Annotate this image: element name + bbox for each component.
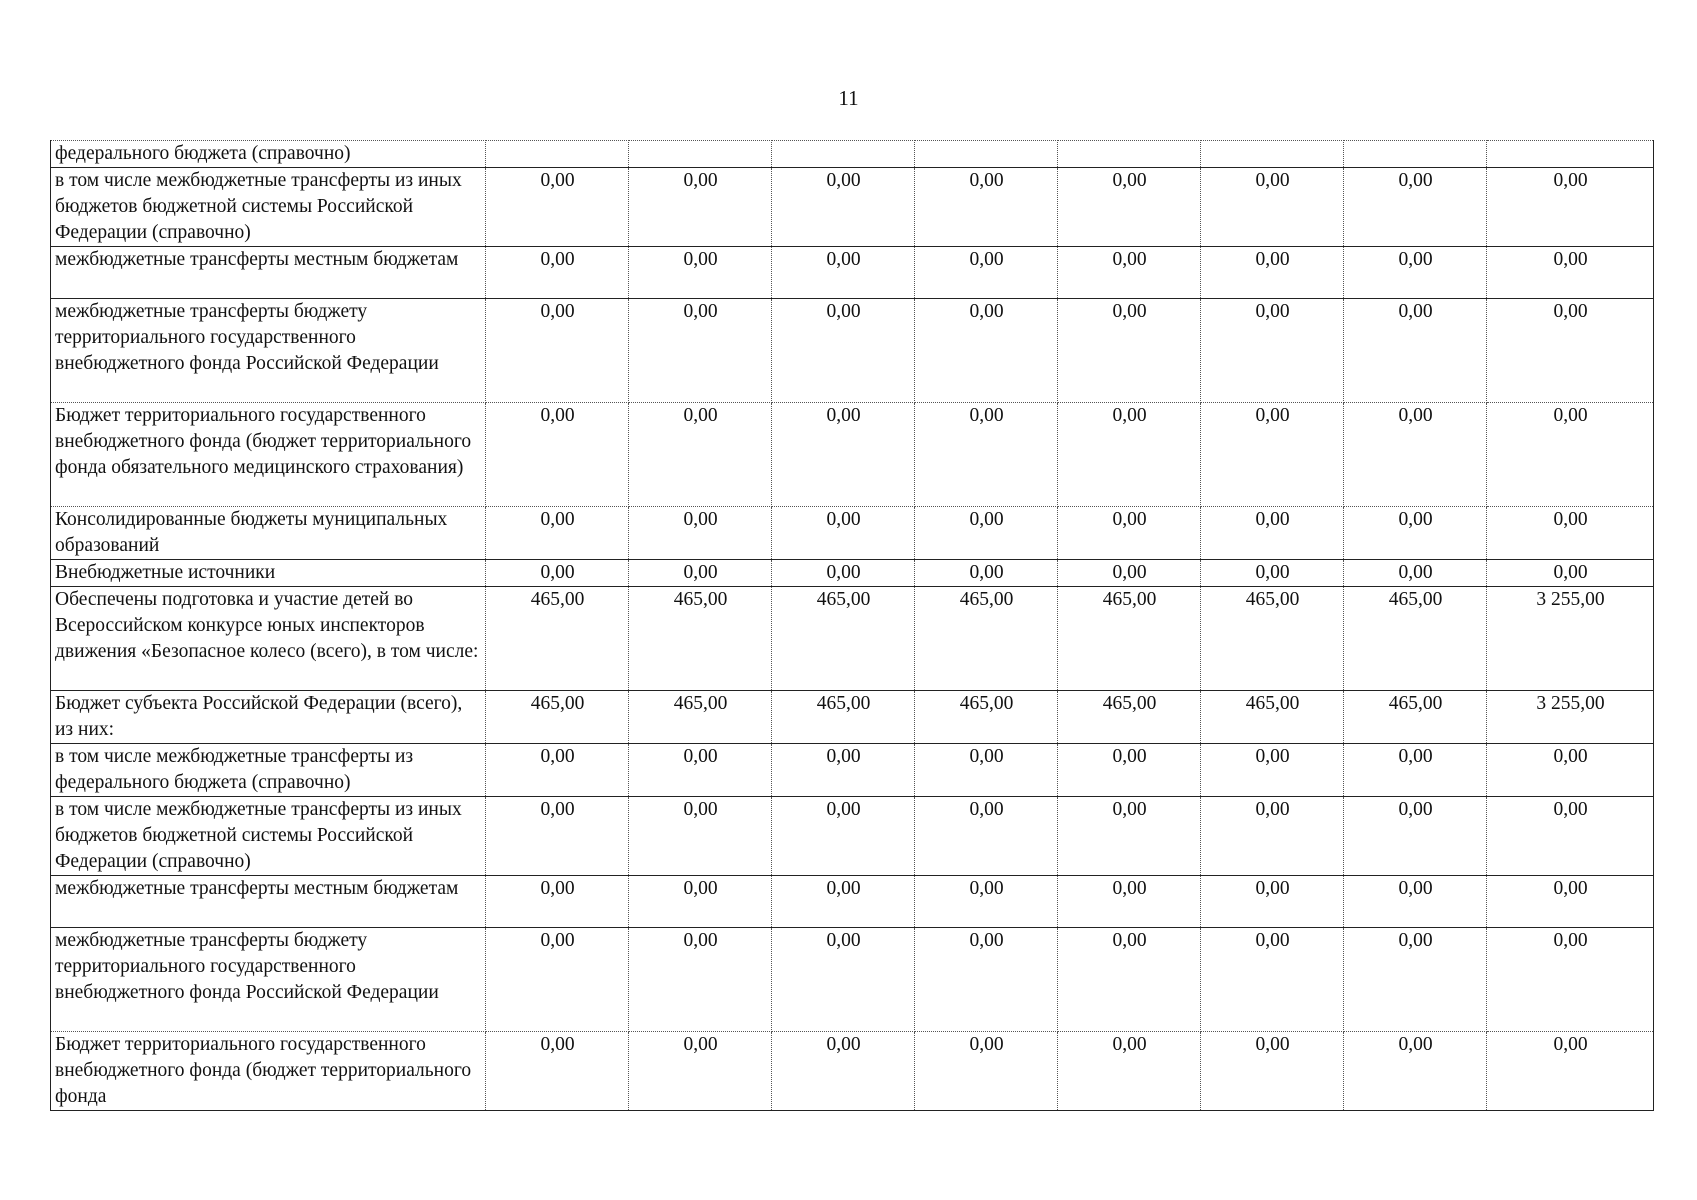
- value-cell: 0,00: [1344, 299, 1487, 403]
- row-label: в том числе межбюджетные трансферты из федерального бюджета (справочно): [51, 744, 486, 797]
- table-row: [51, 1032, 1654, 1111]
- table-row: [51, 691, 1654, 744]
- value-cell: 465,00: [772, 587, 915, 691]
- value-cell: 0,00: [915, 560, 1058, 587]
- table-row: [51, 587, 1654, 691]
- value-cell: 0,00: [486, 507, 629, 560]
- value-cell: 0,00: [915, 299, 1058, 403]
- value-cell: 465,00: [1058, 691, 1201, 744]
- value-cell: 465,00: [486, 691, 629, 744]
- value-cell: [1201, 141, 1344, 168]
- value-cell: 0,00: [915, 876, 1058, 928]
- table-row: [51, 876, 1654, 928]
- value-cell: 0,00: [1201, 403, 1344, 507]
- value-cell: 0,00: [486, 797, 629, 876]
- row-label: межбюджетные трансферты бюджету территориального государственного внебюджетного фонда Российской Федерации: [51, 299, 486, 403]
- value-cell: 0,00: [629, 876, 772, 928]
- table-row: [51, 744, 1654, 797]
- value-cell: 0,00: [1201, 744, 1344, 797]
- value-cell: 0,00: [1487, 928, 1654, 1032]
- value-cell: 465,00: [1201, 587, 1344, 691]
- table-row: [51, 928, 1654, 1032]
- value-cell: 0,00: [1201, 168, 1344, 247]
- row-label: межбюджетные трансферты бюджету территориального государственного внебюджетного фонда Российской Федерации: [51, 928, 486, 1032]
- value-cell: 0,00: [486, 403, 629, 507]
- value-cell: 0,00: [1058, 168, 1201, 247]
- value-cell: 0,00: [1487, 507, 1654, 560]
- value-cell: 0,00: [915, 247, 1058, 299]
- value-cell: 0,00: [629, 928, 772, 1032]
- value-cell: 0,00: [1487, 797, 1654, 876]
- value-cell: 0,00: [1201, 797, 1344, 876]
- value-cell: [1487, 141, 1654, 168]
- value-cell: 0,00: [1201, 928, 1344, 1032]
- value-cell: 0,00: [1344, 247, 1487, 299]
- value-cell: 465,00: [772, 691, 915, 744]
- value-cell: 0,00: [1344, 560, 1487, 587]
- row-label: в том числе межбюджетные трансферты из иных бюджетов бюджетной системы Российской Федерации (справочно): [51, 797, 486, 876]
- value-cell: 0,00: [772, 168, 915, 247]
- table-row: [51, 797, 1654, 876]
- value-cell: 0,00: [772, 928, 915, 1032]
- row-label: Обеспечены подготовка и участие детей во Всероссийском конкурсе юных инспекторов движения «Безопасное колесо (всего), в том числе:: [51, 587, 486, 691]
- value-cell: 0,00: [1058, 247, 1201, 299]
- table-row: [51, 168, 1654, 247]
- value-cell: [915, 141, 1058, 168]
- value-cell: 465,00: [629, 587, 772, 691]
- value-cell: [772, 141, 915, 168]
- value-cell: 0,00: [1058, 876, 1201, 928]
- table-row: [51, 141, 1654, 168]
- value-cell: 0,00: [772, 1032, 915, 1111]
- budget-table: [50, 140, 1654, 1111]
- value-cell: 0,00: [486, 744, 629, 797]
- value-cell: 0,00: [629, 299, 772, 403]
- value-cell: 0,00: [1201, 299, 1344, 403]
- value-cell: 0,00: [486, 299, 629, 403]
- value-cell: 0,00: [1487, 744, 1654, 797]
- value-cell: 0,00: [1487, 1032, 1654, 1111]
- row-label: Бюджет субъекта Российской Федерации (всего), из них:: [51, 691, 486, 744]
- value-cell: 0,00: [772, 560, 915, 587]
- value-cell: 3 255,00: [1487, 691, 1654, 744]
- value-cell: 0,00: [1201, 876, 1344, 928]
- value-cell: 0,00: [486, 1032, 629, 1111]
- value-cell: 0,00: [1058, 403, 1201, 507]
- table-row: [51, 507, 1654, 560]
- value-cell: 0,00: [486, 928, 629, 1032]
- value-cell: 465,00: [1201, 691, 1344, 744]
- value-cell: 0,00: [772, 247, 915, 299]
- value-cell: 0,00: [772, 403, 915, 507]
- row-label: межбюджетные трансферты местным бюджетам: [51, 247, 486, 299]
- value-cell: 0,00: [1058, 560, 1201, 587]
- value-cell: 0,00: [1344, 168, 1487, 247]
- table-row: [51, 560, 1654, 587]
- table-row: [51, 403, 1654, 507]
- value-cell: 0,00: [772, 797, 915, 876]
- value-cell: 0,00: [1058, 744, 1201, 797]
- table-row: [51, 299, 1654, 403]
- value-cell: 465,00: [1344, 587, 1487, 691]
- value-cell: 0,00: [1487, 247, 1654, 299]
- row-label: Внебюджетные источники: [51, 560, 486, 587]
- value-cell: 0,00: [1201, 247, 1344, 299]
- value-cell: 0,00: [915, 744, 1058, 797]
- value-cell: 0,00: [1201, 560, 1344, 587]
- value-cell: 465,00: [915, 691, 1058, 744]
- value-cell: 465,00: [1344, 691, 1487, 744]
- value-cell: [486, 141, 629, 168]
- row-label: межбюджетные трансферты местным бюджетам: [51, 876, 486, 928]
- value-cell: 0,00: [1344, 1032, 1487, 1111]
- value-cell: 0,00: [915, 507, 1058, 560]
- value-cell: 0,00: [629, 403, 772, 507]
- value-cell: 0,00: [629, 507, 772, 560]
- value-cell: 0,00: [1487, 876, 1654, 928]
- value-cell: 0,00: [1344, 797, 1487, 876]
- value-cell: 0,00: [1201, 1032, 1344, 1111]
- page-number: 11: [838, 86, 859, 110]
- value-cell: 0,00: [486, 168, 629, 247]
- value-cell: 0,00: [486, 247, 629, 299]
- value-cell: 0,00: [1487, 560, 1654, 587]
- value-cell: 0,00: [772, 876, 915, 928]
- value-cell: 0,00: [1344, 403, 1487, 507]
- value-cell: 465,00: [915, 587, 1058, 691]
- value-cell: 465,00: [1058, 587, 1201, 691]
- value-cell: 0,00: [1344, 744, 1487, 797]
- value-cell: 0,00: [1058, 797, 1201, 876]
- value-cell: 0,00: [1058, 1032, 1201, 1111]
- row-label: Консолидированные бюджеты муниципальных образований: [51, 507, 486, 560]
- value-cell: 0,00: [772, 744, 915, 797]
- value-cell: 0,00: [629, 168, 772, 247]
- value-cell: 0,00: [772, 507, 915, 560]
- value-cell: 0,00: [915, 403, 1058, 507]
- value-cell: 0,00: [915, 797, 1058, 876]
- value-cell: 0,00: [1487, 403, 1654, 507]
- value-cell: 0,00: [629, 560, 772, 587]
- value-cell: 0,00: [1344, 876, 1487, 928]
- value-cell: 0,00: [915, 928, 1058, 1032]
- value-cell: 0,00: [1344, 507, 1487, 560]
- value-cell: 0,00: [629, 797, 772, 876]
- value-cell: 0,00: [915, 1032, 1058, 1111]
- value-cell: 465,00: [486, 587, 629, 691]
- value-cell: 0,00: [1487, 168, 1654, 247]
- row-label: Бюджет территориального государственного внебюджетного фонда (бюджет территориального фонда: [51, 1032, 486, 1111]
- value-cell: 0,00: [1058, 507, 1201, 560]
- value-cell: 0,00: [486, 876, 629, 928]
- value-cell: 0,00: [1201, 507, 1344, 560]
- value-cell: 0,00: [486, 560, 629, 587]
- value-cell: 0,00: [629, 744, 772, 797]
- row-label: Бюджет территориального государственного внебюджетного фонда (бюджет территориального фонда обязательного медицинского страхования): [51, 403, 486, 507]
- value-cell: [1058, 141, 1201, 168]
- value-cell: 0,00: [1058, 299, 1201, 403]
- value-cell: 0,00: [1058, 928, 1201, 1032]
- value-cell: [1344, 141, 1487, 168]
- value-cell: 465,00: [629, 691, 772, 744]
- value-cell: 0,00: [629, 1032, 772, 1111]
- value-cell: [629, 141, 772, 168]
- value-cell: 0,00: [915, 168, 1058, 247]
- row-label: федерального бюджета (справочно): [51, 141, 486, 168]
- table-row: [51, 247, 1654, 299]
- value-cell: 3 255,00: [1487, 587, 1654, 691]
- row-label: в том числе межбюджетные трансферты из иных бюджетов бюджетной системы Российской Федерации (справочно): [51, 168, 486, 247]
- value-cell: 0,00: [1344, 928, 1487, 1032]
- value-cell: 0,00: [772, 299, 915, 403]
- value-cell: 0,00: [629, 247, 772, 299]
- value-cell: 0,00: [1487, 299, 1654, 403]
